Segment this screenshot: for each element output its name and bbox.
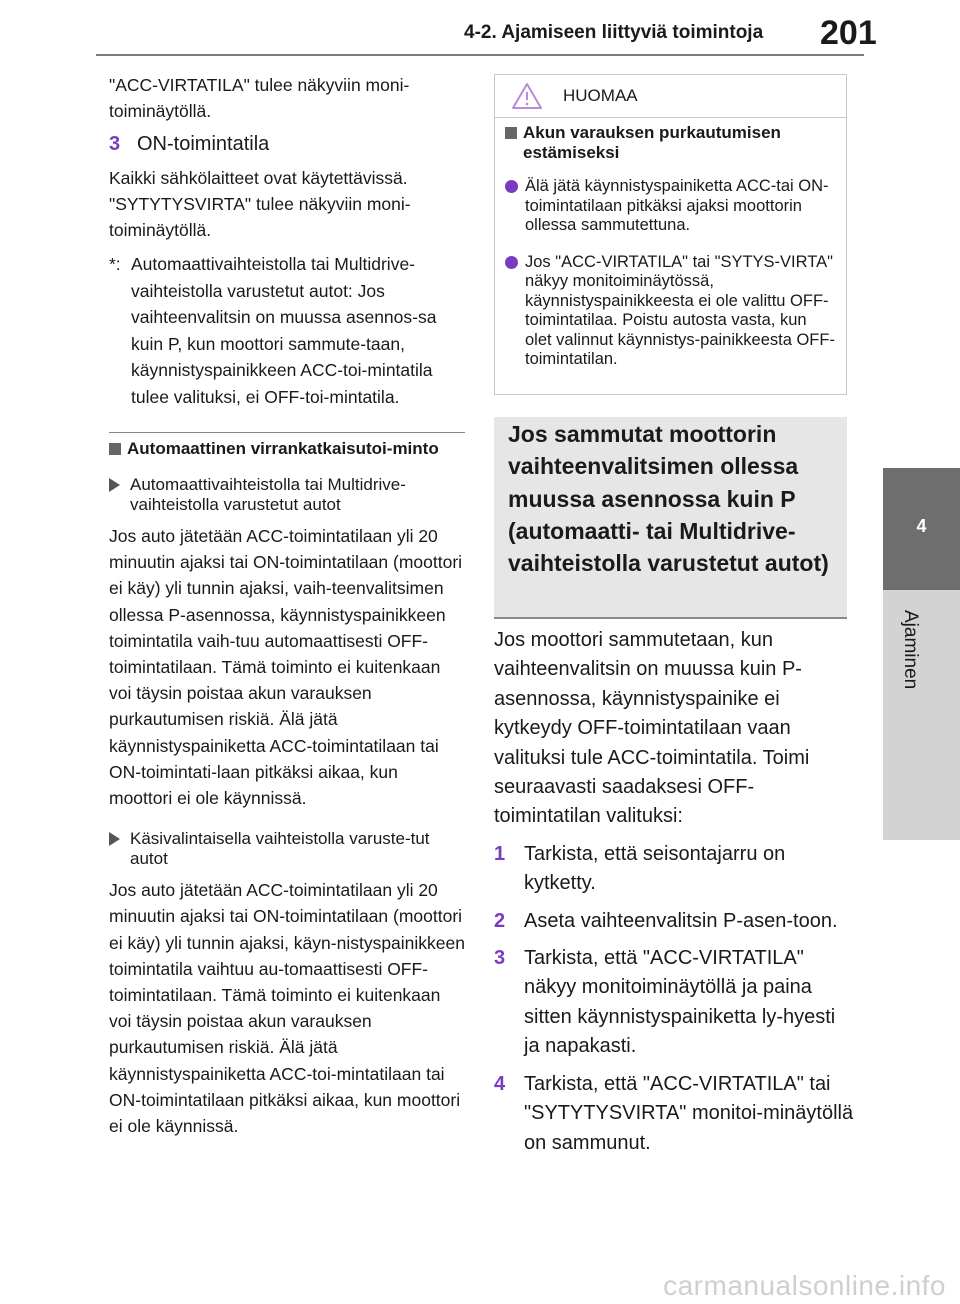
chapter-number: 4	[916, 516, 927, 536]
sub-heading-2-text: Käsivalintaisella vaihteistolla varuste-tut autot	[130, 829, 430, 869]
triangle-bullet-icon	[109, 478, 120, 492]
chapter-name-tab	[883, 590, 960, 840]
section-heading	[109, 439, 465, 459]
sub-2-paragraph: Jos auto jätetään ACC-toimintatilaan yli 20 minuutin ajaksi tai ON-toimintatilaan (moottori ei käy) yli tunnin ajaksi, käyn-nistyspainikkeen toimintatila vaihtuu au-tomaattisesti OFF-toimintatilaan. Tämä toiminto ei kuitenkaan voi täysin poistaa akun varauksen purkautumisen riskiä. Älä jätä käynnistyspainiketta ACC-toi-mintatilaan tai ON-toimintatilaan pitkäksi aikaa, kun moottori ei ole käynnissä.	[109, 880, 465, 1137]
section-heading-text: Automaattinen virrankatkaisutoi-minto	[127, 439, 439, 458]
step-3-text: Kaikki sähkölaitteet ovat käytettävissä. "SYTYTYSVIRTA" tulee näkyviin moni-toiminäytöllä.	[109, 168, 411, 240]
footnote-marker: *:	[109, 254, 121, 274]
notice-header	[495, 75, 846, 118]
procedure-step-1	[494, 840, 854, 899]
procedure-step-2	[494, 907, 854, 936]
step-text: Tarkista, että "ACC-VIRTATILA" tai "SYTYTYSVIRTA" monitoi-minäytöllä on sammunut.	[524, 1072, 854, 1154]
sub-heading-1	[109, 475, 465, 515]
notice-bullet-2-text: Jos "ACC-VIRTATILA" tai "SYTYS-VIRTA" näkyy monitoiminäytössä, käynnistyspainikkeesta ei ole valittu OFF-toimintatilaa. Poistu autosta vasta, kun olet valinnut käynnistys-painikkeesta OFF-toimintatilan.	[525, 252, 835, 368]
bullet-dot-icon	[505, 256, 518, 269]
square-bullet-icon	[109, 443, 121, 455]
header-rule	[96, 54, 864, 56]
step-3-title: ON-toimintatila	[137, 133, 270, 155]
right-column	[494, 626, 854, 1158]
procedure-step-3	[494, 944, 854, 1062]
intro-text: "ACC-VIRTATILA" tulee näkyviin moni-toiminäytöllä.	[109, 75, 410, 121]
notice-bullet-1-text: Älä jätä käynnistyspainiketta ACC-tai ON-toimintatilaan pitkäksi ajaksi moottorin ollessa sammutettuna.	[525, 177, 829, 234]
section-divider	[109, 432, 465, 433]
step-3-number: 3	[109, 133, 121, 155]
warning-icon	[511, 82, 543, 110]
notice-heading-text: Akun varauksen purkautumisen estämiseksi	[523, 123, 781, 162]
left-column	[109, 72, 465, 1139]
triangle-bullet-icon	[109, 832, 120, 846]
footnote	[109, 251, 465, 410]
step-number: 1	[494, 842, 506, 865]
step-text: Tarkista, että "ACC-VIRTATILA" näkyy monitoiminäytöllä ja paina sitten käynnistyspainiketta ly-hyesti ja napakasti.	[524, 947, 836, 1058]
step-text: Tarkista, että seisontajarru on kytketty.	[524, 842, 786, 895]
notice-body	[505, 123, 835, 370]
notice-bullet-2	[505, 253, 835, 370]
step-number: 4	[494, 1072, 506, 1095]
notice-bullet-1	[505, 177, 835, 236]
step-3-heading	[109, 133, 465, 156]
sub-heading-2	[109, 829, 465, 869]
bullet-dot-icon	[505, 180, 518, 193]
step-number: 2	[494, 909, 506, 932]
page-header	[0, 0, 960, 60]
sub-heading-1-text: Automaattivaihteistolla tai Multidrive-vaihteistolla varustetut autot	[130, 475, 406, 514]
topic-heading-box	[494, 417, 847, 619]
watermark: carmanualsonline.info	[663, 1270, 946, 1301]
notice-title: HUOMAA	[563, 86, 638, 105]
notice-box	[494, 74, 847, 395]
chapter-tab	[883, 468, 960, 590]
section-title: 4-2. Ajamiseen liittyviä toimintoja	[464, 22, 764, 43]
topic-heading: Jos sammutat moottorin vaihteenvalitsimen ollessa muussa asennossa kuin P (automaatti- tai Multidrive-vaihteistolla varustetut autot)	[508, 421, 829, 577]
procedure-step-4	[494, 1070, 854, 1158]
footnote-text: Automaattivaihteistolla tai Multidrive-vaihteistolla varustetut autot: Jos vaihteenvalitsin on muussa asennos-sa kuin P, kun moottori sammute-taan, käynnistyspainikkeen ACC-toi-mintatila tulee valituksi, ei OFF-toi-mintatila.	[131, 254, 437, 407]
notice-heading	[505, 123, 835, 163]
right-intro-text: Jos moottori sammutetaan, kun vaihteenvalitsin on muussa kuin P-asennossa, käynnistyspainike ei kytkeydy OFF-toimintatilaan vaan valituksi tule ACC-toimintatila. Toimi seuraavasti saadaksesi OFF-toimintatilan valituksi:	[494, 629, 810, 828]
chapter-name: Ajaminen	[900, 610, 921, 690]
step-text: Aseta vaihteenvalitsin P-asen-toon.	[524, 909, 838, 932]
step-number: 3	[494, 947, 506, 970]
square-bullet-icon	[505, 127, 517, 139]
page-number: 201	[820, 14, 877, 52]
sub-1-paragraph: Jos auto jätetään ACC-toimintatilaan yli 20 minuutin ajaksi tai ON-toimintatilaan (moottori ei käy) yli tunnin ajaksi, vaih-teenvalitsimen ollessa P-asennossa, käynnistyspainikkeen toimintatila vaih-tuu automaattisesti OFF-toimintatilaan. Tämä toiminto ei kuitenkaan voi täysin poistaa akun varauksen purkautumisen riskiä. Älä jätä käynnistyspainiketta ACC-toimintatilaan tai ON-toimintati-laan pitkäksi aikaa, kun moottori ei ole käynnissä.	[109, 526, 463, 809]
